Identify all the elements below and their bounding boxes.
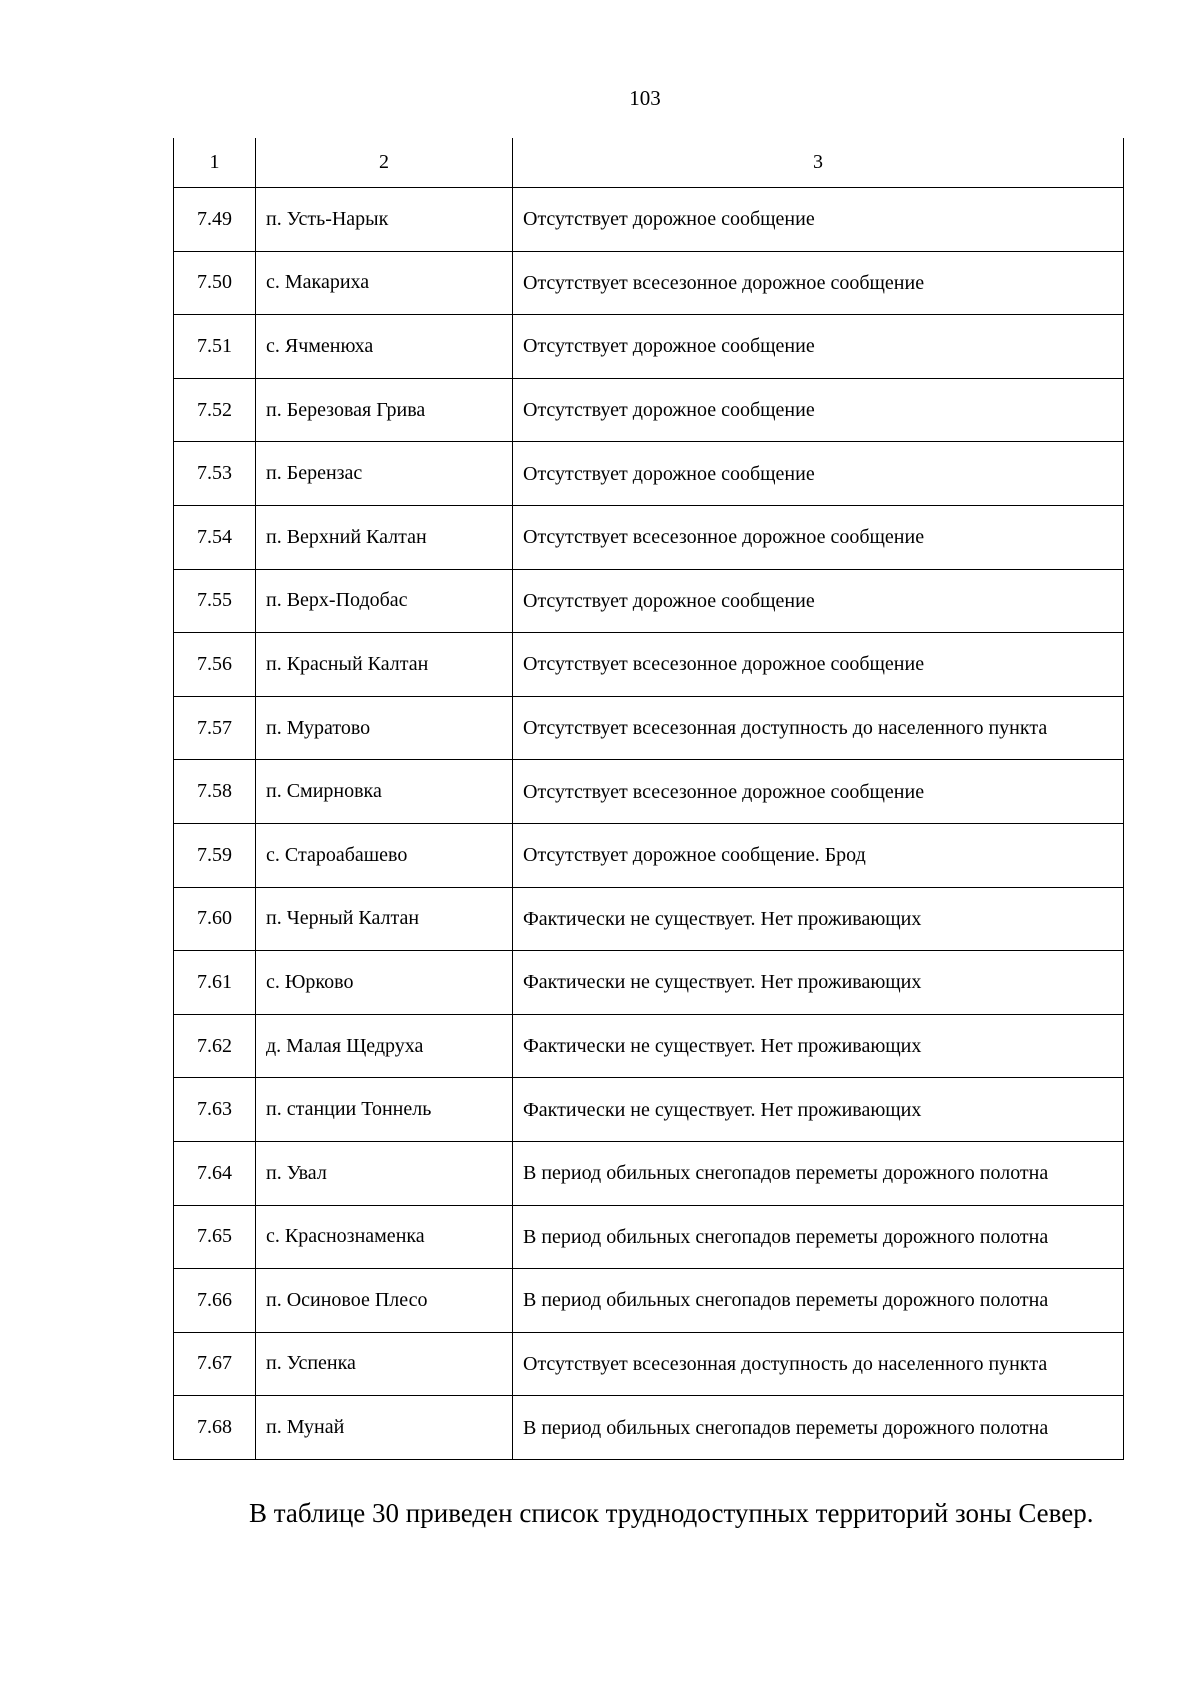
settlement-name-cell: д. Малая Щедруха — [256, 1014, 513, 1078]
settlement-name-cell: п. Увал — [256, 1141, 513, 1205]
row-number-cell: 7.65 — [174, 1205, 256, 1269]
row-number-cell: 7.49 — [174, 188, 256, 252]
table-row — [174, 1396, 1124, 1460]
table-row — [174, 823, 1124, 887]
row-number-cell: 7.67 — [174, 1332, 256, 1396]
settlement-name-cell: с. Юрково — [256, 951, 513, 1015]
table-row — [174, 315, 1124, 379]
road-status-cell: Отсутствует всесезонная доступность до населенного пункта — [513, 696, 1124, 760]
road-status-cell: Отсутствует дорожное сообщение — [513, 378, 1124, 442]
settlement-name-cell: п. Осиновое Плесо — [256, 1269, 513, 1333]
table-row — [174, 696, 1124, 760]
row-number-cell: 7.54 — [174, 505, 256, 569]
road-status-cell: Отсутствует всесезонное дорожное сообщение — [513, 760, 1124, 824]
table-row — [174, 1014, 1124, 1078]
row-number-cell: 7.53 — [174, 442, 256, 506]
header-cell-3: 3 — [513, 138, 1124, 188]
settlement-name-cell: п. Усть-Нарык — [256, 188, 513, 252]
road-status-cell: Фактически не существует. Нет проживающих — [513, 1014, 1124, 1078]
road-status-cell: Фактически не существует. Нет проживающих — [513, 951, 1124, 1015]
road-status-cell: В период обильных снегопадов переметы дорожного полотна — [513, 1269, 1124, 1333]
road-status-cell: Отсутствует всесезонное дорожное сообщение — [513, 633, 1124, 697]
settlement-name-cell: п. Муратово — [256, 696, 513, 760]
page-number: 103 — [629, 86, 661, 110]
road-status-cell: Отсутствует дорожное сообщение — [513, 442, 1124, 506]
table-row — [174, 188, 1124, 252]
table-row — [174, 1205, 1124, 1269]
settlement-name-cell: с. Краснознаменка — [256, 1205, 513, 1269]
row-number-cell: 7.58 — [174, 760, 256, 824]
road-status-cell: Отсутствует всесезонная доступность до населенного пункта — [513, 1332, 1124, 1396]
table-row — [174, 1332, 1124, 1396]
row-number-cell: 7.66 — [174, 1269, 256, 1333]
row-number-cell: 7.64 — [174, 1141, 256, 1205]
table-row — [174, 378, 1124, 442]
table-row — [174, 569, 1124, 633]
road-status-cell: Отсутствует всесезонное дорожное сообщение — [513, 505, 1124, 569]
settlement-name-cell: п. Берензас — [256, 442, 513, 506]
table-row — [174, 887, 1124, 951]
row-number-cell: 7.68 — [174, 1396, 256, 1460]
table-row — [174, 442, 1124, 506]
row-number-cell: 7.55 — [174, 569, 256, 633]
road-status-cell: Отсутствует дорожное сообщение — [513, 315, 1124, 379]
row-number-cell: 7.50 — [174, 251, 256, 315]
row-number-cell: 7.60 — [174, 887, 256, 951]
road-status-cell: Отсутствует дорожное сообщение — [513, 188, 1124, 252]
settlement-name-cell: п. станции Тоннель — [256, 1078, 513, 1142]
road-status-cell: В период обильных снегопадов переметы дорожного полотна — [513, 1396, 1124, 1460]
settlement-name-cell: п. Черный Калтан — [256, 887, 513, 951]
header-cell-2: 2 — [256, 138, 513, 188]
road-status-cell: Отсутствует дорожное сообщение. Брод — [513, 823, 1124, 887]
road-status-cell: Отсутствует дорожное сообщение — [513, 569, 1124, 633]
table-row — [174, 1269, 1124, 1333]
table-row — [174, 251, 1124, 315]
settlement-name-cell: п. Верхний Калтан — [256, 505, 513, 569]
road-status-cell: Отсутствует всесезонное дорожное сообщение — [513, 251, 1124, 315]
table-row — [174, 760, 1124, 824]
table-row — [174, 505, 1124, 569]
road-status-cell: В период обильных снегопадов переметы дорожного полотна — [513, 1205, 1124, 1269]
road-status-cell: Фактически не существует. Нет проживающих — [513, 887, 1124, 951]
road-status-cell: В период обильных снегопадов переметы дорожного полотна — [513, 1141, 1124, 1205]
table-body — [174, 138, 1124, 1459]
row-number-cell: 7.52 — [174, 378, 256, 442]
settlement-name-cell: с. Ячменюха — [256, 315, 513, 379]
settlement-name-cell: п. Смирновка — [256, 760, 513, 824]
row-number-cell: 7.61 — [174, 951, 256, 1015]
header-cell-1: 1 — [174, 138, 256, 188]
row-number-cell: 7.59 — [174, 823, 256, 887]
settlement-name-cell: п. Красный Калтан — [256, 633, 513, 697]
table-row — [174, 1141, 1124, 1205]
table-header-row — [174, 138, 1124, 188]
settlement-name-cell: п. Верх-Подобас — [256, 569, 513, 633]
settlement-name-cell: с. Макариха — [256, 251, 513, 315]
settlement-name-cell: п. Березовая Грива — [256, 378, 513, 442]
table-row — [174, 1078, 1124, 1142]
row-number-cell: 7.62 — [174, 1014, 256, 1078]
row-number-cell: 7.51 — [174, 315, 256, 379]
row-number-cell: 7.56 — [174, 633, 256, 697]
settlement-name-cell: п. Мунай — [256, 1396, 513, 1460]
settlements-table — [173, 138, 1124, 1460]
row-number-cell: 7.63 — [174, 1078, 256, 1142]
settlement-name-cell: с. Староабашево — [256, 823, 513, 887]
body-paragraph: В таблице 30 приведен список труднодоступных территорий зоны Север. — [249, 1498, 1094, 1528]
table-row — [174, 951, 1124, 1015]
settlement-name-cell: п. Успенка — [256, 1332, 513, 1396]
table-row — [174, 633, 1124, 697]
row-number-cell: 7.57 — [174, 696, 256, 760]
road-status-cell: Фактически не существует. Нет проживающих — [513, 1078, 1124, 1142]
